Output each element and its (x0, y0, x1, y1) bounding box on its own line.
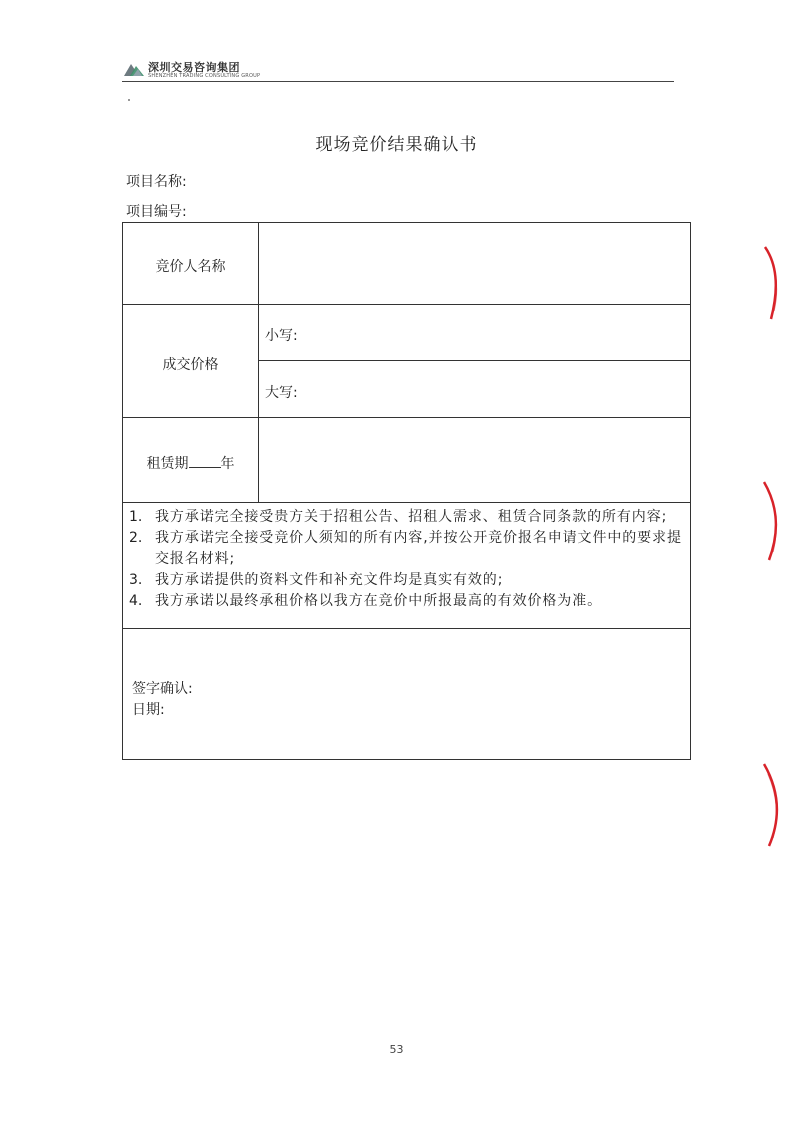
commitment-text: 我方承诺完全接受竞价人须知的所有内容,并按公开竞价报名申请文件中的要求提交报名材料; (155, 530, 682, 567)
commitment-number: 1. (129, 509, 143, 525)
commitment-text: 我方承诺完全接受贵方关于招租公告、招租人需求、租赁合同条款的所有内容; (155, 509, 668, 525)
commitment-item (129, 591, 684, 612)
row-divider (123, 417, 690, 418)
date-label: 日期: (132, 702, 165, 718)
lowercase-amount-label: 小写: (265, 328, 298, 344)
lease-term-label (123, 453, 258, 473)
commitment-item (129, 528, 684, 570)
lease-term-prefix: 租赁期 (146, 456, 189, 472)
confirmation-form-table (122, 222, 691, 760)
commitment-text: 我方承诺提供的资料文件和补充文件均是真实有效的; (155, 572, 504, 588)
commitment-number: 2. (129, 530, 143, 546)
price-row-divider (259, 360, 690, 361)
company-name-english: SHENZHEN TRADING CONSULTING GROUP (148, 73, 261, 79)
commitment-number: 3. (129, 572, 143, 588)
row-divider (123, 502, 690, 503)
lease-term-suffix: 年 (220, 456, 235, 472)
project-name-label: 项目名称: (126, 174, 187, 190)
seal-stamp-icon (763, 760, 793, 850)
signature-block (132, 679, 193, 721)
company-name: 深圳交易咨询集团 (148, 61, 240, 74)
commitment-item (129, 570, 684, 591)
company-logo-icon (122, 58, 146, 82)
project-number-label: 项目编号: (126, 204, 187, 220)
document-title: 现场竞价结果确认书 (315, 135, 478, 155)
seal-stamp-icon (763, 478, 793, 563)
uppercase-amount-label: 大写: (265, 385, 298, 401)
seal-stamp-icon (763, 243, 793, 323)
bidder-name-label: 竞价人名称 (155, 259, 226, 275)
scan-speck (128, 99, 130, 101)
page-number: 53 (389, 1043, 404, 1056)
bidder-name-value[interactable] (259, 223, 690, 304)
commitment-list (129, 507, 684, 612)
deal-price-label: 成交价格 (162, 357, 219, 373)
commitment-text: 我方承诺以最终承租价格以我方在竞价中所报最高的有效价格为准。 (155, 593, 602, 609)
signature-label: 签字确认: (132, 681, 193, 697)
commitment-number: 4. (129, 593, 143, 609)
row-divider (123, 628, 690, 629)
row-divider (123, 304, 690, 305)
commitment-item (129, 507, 684, 528)
header-divider (122, 81, 674, 82)
lease-years-blank[interactable] (189, 455, 221, 468)
